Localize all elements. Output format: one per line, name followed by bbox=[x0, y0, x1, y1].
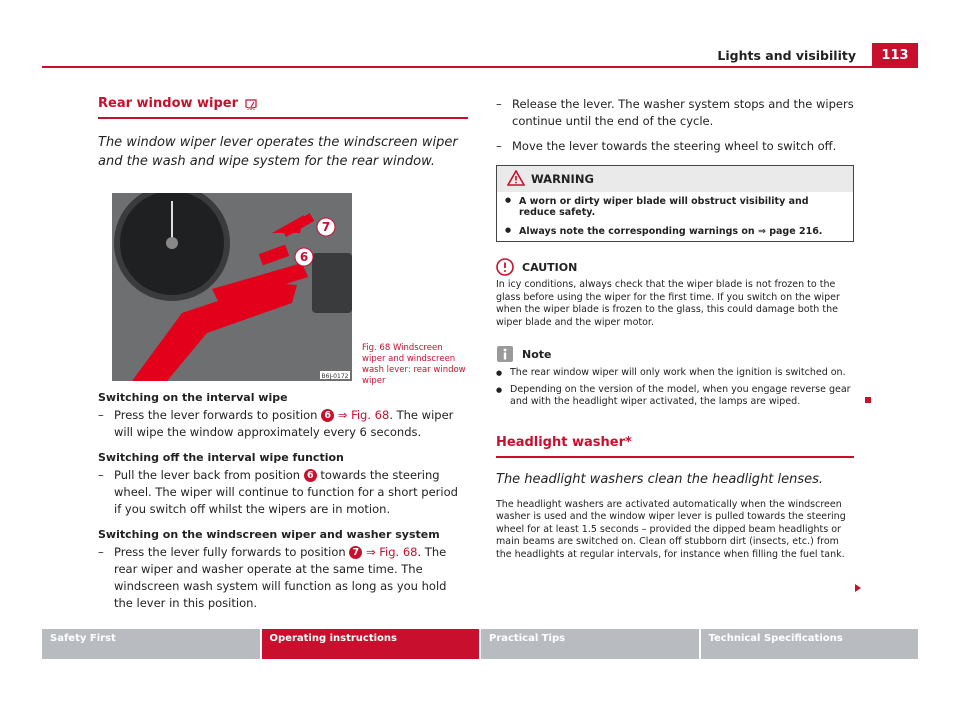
instruction-bullet bbox=[98, 544, 468, 612]
figure-link[interactable]: ⇒ Fig. 68 bbox=[365, 545, 418, 559]
subhead-interval-off: Switching off the interval wipe function bbox=[98, 451, 344, 464]
instruction-block-2 bbox=[98, 451, 468, 518]
warning-item: ● Always note the corresponding warnings on ⇒ page 216. bbox=[497, 222, 853, 241]
figure-callout-6: 6 bbox=[299, 250, 309, 264]
bullet-text: Press the lever forwards to position bbox=[114, 408, 322, 422]
figure-code: B6J-0172 bbox=[321, 373, 349, 380]
subhead-interval-on: Switching on the interval wipe bbox=[98, 391, 288, 404]
subhead-washer-on: Switching on the windscreen wiper and washer system bbox=[98, 528, 440, 541]
section-title-text: Rear window wiper bbox=[98, 96, 239, 111]
warning-header bbox=[497, 166, 853, 192]
instruction-block-3 bbox=[98, 528, 468, 612]
position-number-badge: 7 bbox=[349, 546, 362, 559]
bullet-text: Pull the lever back from position bbox=[114, 468, 304, 482]
figure-link[interactable]: ⇒ Fig. 68 bbox=[337, 408, 390, 422]
instruction-bullet bbox=[98, 407, 468, 441]
section-title bbox=[98, 96, 468, 119]
note-title: Note bbox=[522, 347, 552, 361]
instruction-bullet bbox=[98, 467, 468, 518]
note-item: ● Depending on the version of the model, when you engage reverse gear and with the headlight wiper activated, the lamps are wiped. bbox=[496, 384, 854, 409]
caution-header bbox=[496, 258, 854, 276]
position-number-badge: 6 bbox=[304, 469, 317, 482]
footer-tab-technical-specifications[interactable]: Technical Specifications bbox=[701, 629, 919, 659]
bullet-text: Press the lever fully forwards to position bbox=[114, 545, 350, 559]
wiper-lever-illustration bbox=[112, 193, 352, 381]
footer-tab-safety-first[interactable]: Safety First bbox=[42, 629, 260, 659]
footer-tab-operating-instructions[interactable]: Operating instructions bbox=[262, 629, 480, 659]
caution-text: In icy conditions, always check that the wiper blade is not frozen to the glass before using the wiper for the first time. If you switch on the wiper when the wiper blade is frozen to the glass, this could damage both the wiper blade and the wiper motor. bbox=[496, 279, 840, 328]
figure-callout-7: 7 bbox=[321, 220, 331, 234]
chapter-title: Lights and visibility bbox=[717, 48, 856, 63]
bullet-text: . The wiper will wipe the window approximately every 6 seconds. bbox=[114, 408, 454, 439]
instruction-bullet: – Move the lever towards the steering wheel to switch off. bbox=[496, 138, 854, 155]
continue-arrow-icon bbox=[854, 583, 862, 593]
header-rule bbox=[42, 66, 918, 68]
note-item: ● The rear window wiper will only work when the ignition is switched on. bbox=[496, 367, 854, 380]
footer-tab-practical-tips[interactable]: Practical Tips bbox=[481, 629, 699, 659]
position-number-badge: 6 bbox=[321, 409, 334, 422]
instruction-bullet: – Release the lever. The washer system stops and the wipers continue until the end of the cycle. bbox=[496, 96, 854, 130]
caution-icon bbox=[496, 258, 514, 276]
warning-title: WARNING bbox=[531, 172, 594, 186]
rear-wiper-icon bbox=[244, 98, 258, 110]
bullet-text: towards the steering wheel. The wiper will continue to function for a short period if you switch off whilst the wipers are in motion. bbox=[114, 468, 458, 516]
figure-caption: Fig. 68 Windscreen wiper and windscreen wash lever: rear window wiper bbox=[362, 343, 466, 386]
section-title: Headlight washer* bbox=[496, 435, 854, 458]
page-number: 113 bbox=[872, 43, 918, 67]
footer-nav bbox=[42, 629, 918, 659]
section-intro: The window wiper lever operates the windscreen wiper and the wash and wipe system for the rear window. bbox=[98, 135, 458, 169]
right-column bbox=[496, 96, 854, 561]
warning-item: ● A worn or dirty wiper blade will obstruct visibility and reduce safety. bbox=[497, 192, 853, 222]
figure-68 bbox=[98, 193, 468, 386]
section-intro: The headlight washers clean the headlight lenses. bbox=[496, 471, 824, 487]
instruction-block-1 bbox=[98, 391, 468, 441]
section-body: The headlight washers are activated automatically when the windscreen washer is used and the window wiper lever is pulled towards the steering wheel for at least 1.5 seconds – provided the dipped beam headlights or main beams are switched on. Clean off stubborn dirt (insects, etc.) from the headlights at regular intervals, for instance when filling the fuel tank. bbox=[496, 498, 846, 560]
left-column bbox=[98, 96, 468, 612]
note-header bbox=[496, 345, 854, 363]
warning-box bbox=[496, 165, 854, 242]
warning-triangle-icon bbox=[507, 170, 525, 186]
info-icon bbox=[496, 345, 514, 363]
caution-title: CAUTION bbox=[522, 260, 578, 274]
bullet-text: . The rear wiper and washer operate at the same time. The windscreen wash system will function as long as you hold the lever in this position. bbox=[114, 545, 447, 610]
section-end-marker bbox=[865, 397, 871, 403]
headlight-washer-section bbox=[496, 435, 854, 562]
